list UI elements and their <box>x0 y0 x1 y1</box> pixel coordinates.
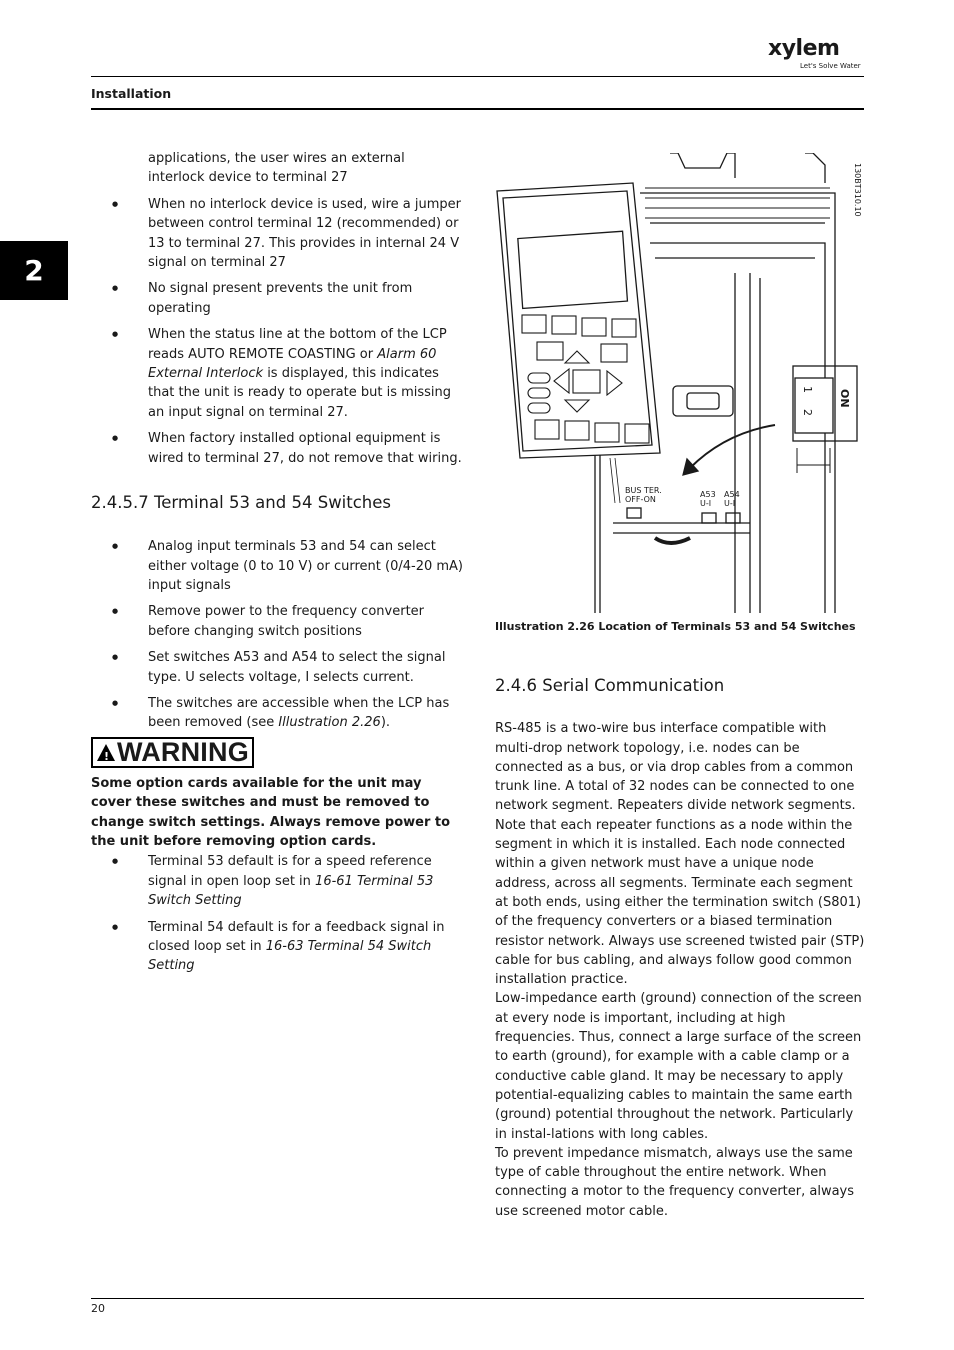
a53-label: A53 <box>700 490 716 499</box>
warning-text: Some option cards available for the unit may cover these switches and must be removed to change switch settings. Always remove power to the unit before removing option cards. <box>91 775 451 849</box>
header-rule-bottom <box>91 108 864 110</box>
status-text-pre: When the status line at the bottom of the LCP reads AUTO REMOTE COASTING or <box>148 327 447 362</box>
bullet-no-signal: ● No signal present prevents the unit from operating <box>91 279 463 318</box>
switch-detail-on: ON <box>838 389 851 408</box>
bullet-factory: ● When factory installed optional equipment is wired to terminal 27, do not remove that wiring. <box>91 429 463 468</box>
paragraph-earth: Low-impedance earth (ground) connection of the screen at every node is important, including at high frequencies. Thus, connect a large surface of the screen to earth (ground), for example with a cable clamp or a conductive cable gland. It may be necessary to apply potential-equalizing cables to maintain the same earth (ground) potential throughout the network. Particularly in instal-lations with long cables. <box>495 991 862 1142</box>
switch-detail-2: 2 <box>801 409 814 416</box>
bullet-status-line <box>91 325 463 422</box>
header-rule-top <box>91 76 864 77</box>
warning-label: WARNING <box>117 736 249 767</box>
status-text-post: is displayed, this indicates that the unit is ready to operate but is missing an input signal on terminal 27. <box>148 366 452 420</box>
switch-detail-1: 1 <box>801 386 814 393</box>
bullet-terminal-53 <box>91 852 463 910</box>
bullet-set-switches: ● Set switches A53 and A54 to select the signal type. U selects voltage, I selects current. <box>91 648 463 687</box>
intro-text: applications, the user wires an external interlock device to terminal 27 <box>148 151 405 186</box>
a54-ui-label: U-I <box>724 499 736 508</box>
warning-triangle-icon <box>97 744 115 761</box>
paragraph-impedance: To prevent impedance mismatch, always use the same type of cable throughout the entire network. When connecting a motor to the frequency converter, always use screened motor cable. <box>495 1145 855 1219</box>
page-number: 20 <box>91 1302 105 1315</box>
right-column <box>495 150 865 1221</box>
heading-serial-communication: 2.4.6 Serial Communication <box>495 676 725 696</box>
lcp-text-post: ). <box>380 715 391 731</box>
figure-code: 130BT310.10 <box>853 163 862 217</box>
paragraph-rs485: RS-485 is a two-wire bus interface compatible with multi-drop network topology, i.e. nodes can be connected as a bus, or via drop cables from a common trunk line. A total of 32 nodes can be connected to one network segment. Repeaters divide network segments. Note that each repeater functions as a node within the segment in which it is installed. Each node connected within a given network must have a unique node address, across all segments. Terminate each segment at both ends, using either the termination switch (S801) of the frequency converters or a biased termination resistor network. Always use screened twisted pair (STP) cable for bus cabling, and always follow good common installation practice. <box>495 721 865 988</box>
bullet-analog-input: ● Analog input terminals 53 and 54 can select either voltage (0 to 10 V) or current (0/4-20 mA) input signals <box>91 537 463 595</box>
xylem-logo <box>768 36 868 76</box>
figure-caption: Illustration 2.26 Location of Terminals 53 and 54 Switches <box>495 620 856 633</box>
warning-label-box <box>91 737 254 768</box>
t53-param: 16-61 Terminal 53 Switch Setting <box>148 873 434 909</box>
bullet-lcp-removed <box>91 694 463 733</box>
lcp-text-italic: Illustration 2.26 <box>278 715 381 731</box>
footer-rule <box>91 1298 864 1299</box>
section-header: Installation <box>91 86 172 101</box>
off-on-label: OFF-ON <box>625 495 656 504</box>
t54-text: Terminal 54 default is for a feedback signal in closed loop set in <box>148 919 445 954</box>
brand-name: xylem <box>768 36 840 61</box>
lcp-text-pre: The switches are accessible when the LCP has been removed (see <box>148 695 450 731</box>
heading-terminal-switches: 2.4.5.7 Terminal 53 and 54 Switches <box>91 493 392 513</box>
brand-tagline: Let's Solve Water <box>800 62 861 70</box>
bullet-remove-power: ● Remove power to the frequency converter before changing switch positions <box>91 602 463 641</box>
left-column <box>91 149 463 983</box>
t54-param: 16-63 Terminal 54 Switch Setting <box>148 939 432 974</box>
figure-spacer <box>495 150 865 617</box>
status-text-italic: Alarm 60 External Interlock <box>148 346 437 382</box>
a54-label: A54 <box>724 490 740 499</box>
a53-ui-label: U-I <box>700 499 712 508</box>
chapter-tab: 2 <box>0 241 68 300</box>
t53-text: Terminal 53 default is for a speed reference signal in open loop set in <box>148 854 432 889</box>
bullet-jumper: ● When no interlock device is used, wire a jumper between control terminal 12 (recommended) or 13 to terminal 27. This provides in internal 24 V signal on terminal 27 <box>91 195 463 273</box>
bullet-terminal-54 <box>91 918 463 976</box>
bus-ter-label: BUS TER. <box>625 486 662 495</box>
